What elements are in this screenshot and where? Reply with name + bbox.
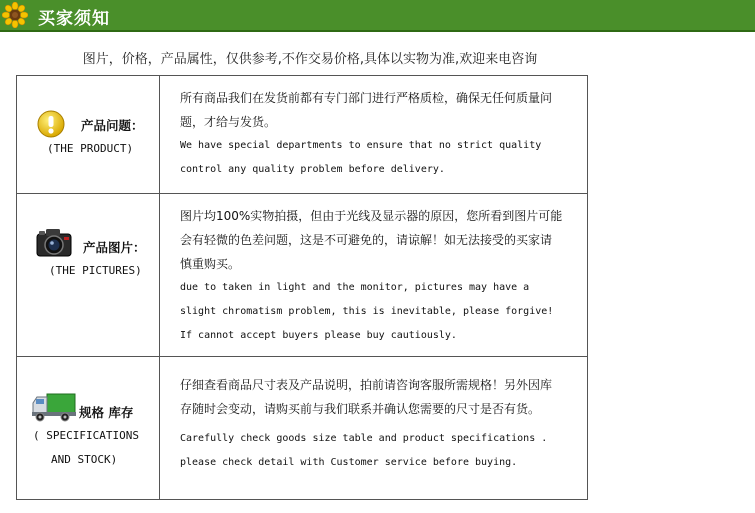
truck-icon bbox=[31, 391, 77, 423]
page-title: 买家须知 bbox=[38, 9, 110, 29]
content-en-line: If cannot accept buyers please buy cautiously. bbox=[180, 330, 457, 341]
row-label-cn: 产品图片： bbox=[83, 240, 146, 255]
row-label-en: (THE PICTURES) bbox=[49, 264, 142, 277]
notice-table bbox=[16, 75, 588, 500]
row-label-en: ( SPECIFICATIONS bbox=[33, 429, 139, 442]
sunflower-icon bbox=[2, 2, 28, 28]
content-en-line: control any quality problem before delivery. bbox=[180, 164, 445, 175]
content-en-line: due to taken in light and the monitor, pictures may have a bbox=[180, 282, 530, 293]
content-en-line: Carefully check goods size table and product specifications . bbox=[180, 433, 548, 444]
row-content-cell bbox=[160, 357, 587, 499]
camera-icon bbox=[35, 226, 73, 258]
header-bar bbox=[0, 0, 755, 32]
content-cn-line: 会有轻微的色差问题，这是不可避免的，请谅解！如无法接受的买家请 bbox=[180, 233, 553, 247]
row-content-cell bbox=[160, 194, 587, 356]
table-row bbox=[17, 357, 587, 499]
row-label-en: (THE PRODUCT) bbox=[47, 142, 134, 155]
content-en-line: please check detail with Customer service before buying. bbox=[180, 457, 518, 468]
content-en-line: slight chromatism problem, this is inevitable, please forgive! bbox=[180, 306, 554, 317]
content-cn-line: 慎重购买。 bbox=[180, 257, 241, 271]
content-cn-line: 题，才给与发货。 bbox=[180, 115, 277, 129]
row-label-cn: 规格 库存 bbox=[79, 405, 134, 420]
row-label-en: AND STOCK) bbox=[51, 453, 118, 466]
content-cn-line: 仔细查看商品尺寸表及产品说明，拍前请咨询客服所需规格！另外因库 bbox=[180, 378, 553, 392]
table-row bbox=[17, 76, 587, 194]
content-cn-line: 存随时会变动，请购买前与我们联系并确认您需要的尺寸是否有货。 bbox=[180, 402, 541, 416]
table-row bbox=[17, 194, 587, 357]
row-label-cell bbox=[17, 76, 160, 193]
row-label-cell bbox=[17, 194, 160, 356]
row-content-cell bbox=[160, 76, 587, 193]
content-en-line: We have special departments to ensure that no strict quality bbox=[180, 140, 542, 151]
warning-icon bbox=[37, 110, 65, 138]
disclaimer-notice: 图片，价格，产品属性，仅供参考,不作交易价格,具体以实物为准,欢迎来电咨询 bbox=[82, 52, 538, 67]
row-label-cn: 产品问题： bbox=[81, 118, 144, 133]
content-cn-line: 图片均100%实物拍摄，但由于光线及显示器的原因，您所看到图片可能 bbox=[180, 209, 563, 223]
row-label-cell bbox=[17, 357, 160, 499]
content-cn-line: 所有商品我们在发货前都有专门部门进行严格质检，确保无任何质量问 bbox=[180, 91, 553, 105]
